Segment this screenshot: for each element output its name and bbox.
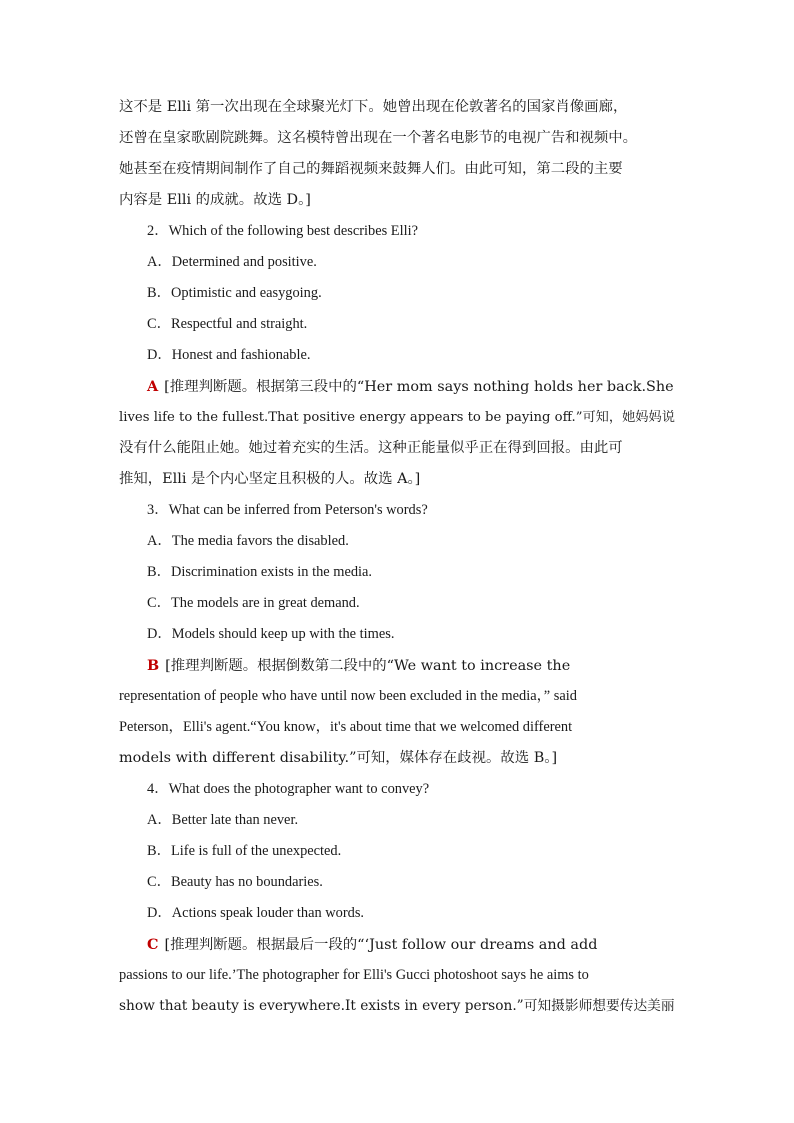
q3-explanation-line: representation of people who have until now been excluded in the media，” said [119, 688, 577, 704]
q4-option-c: C．Beauty has no boundaries. [147, 874, 323, 890]
q2-option-a: A．Determined and positive. [147, 254, 317, 270]
q3-option-b: B．Discrimination exists in the media. [147, 564, 373, 580]
text-line: 她甚至在疫情期间制作了自己的舞蹈视频来鼓舞人们。由此可知，第二段的主要 [119, 161, 623, 177]
q2-answer: A [147, 378, 159, 395]
q2-option-c: C．Respectful and straight. [147, 316, 308, 332]
q3-explanation-line [119, 650, 675, 681]
q2-option-b: B．Optimistic and easygoing. [147, 285, 322, 301]
q4-explanation-line: show that beauty is everywhere.It exists in every person.”可知摄影师想要传达美丽 [119, 998, 675, 1014]
text-line: 这不是 Elli 第一次出现在全球聚光灯下。她曾出现在伦敦著名的国家肖像画廊， [119, 99, 628, 115]
q3-explanation-text: [推理判断题。根据倒数第二段中的“We want to increase the [165, 658, 571, 674]
q3-option-c: C．The models are in great demand. [147, 595, 360, 611]
q4-explanation-line: passions to our life.’The photographer for Elli's Gucci photoshoot says he aims to [119, 967, 589, 983]
question-2: 2．Which of the following best describes Elli? [147, 223, 418, 239]
q4-option-b: B．Life is full of the unexpected. [147, 843, 342, 859]
text-line: 内容是 Elli 的成就。故选 D。] [119, 192, 311, 208]
q4-answer: C [147, 936, 159, 953]
q2-explanation-text: [推理判断题。根据第三段中的“Her mom says nothing holds her back.She [164, 379, 674, 395]
document-page [119, 92, 675, 1022]
q2-explanation-line: 推知，Elli 是个内心坚定且积极的人。故选 A。] [119, 471, 421, 487]
q2-explanation-line: 没有什么能阻止她。她过着充实的生活。这种正能量似乎正在得到回报。由此可 [119, 440, 623, 456]
question-3: 3．What can be inferred from Peterson's words? [147, 502, 428, 518]
q4-explanation-text: [推理判断题。根据最后一段的“‘Just follow our dreams and add [164, 937, 598, 953]
q2-explanation-line: lives life to the fullest.That positive energy appears to be paying off.”可知，她妈妈说 [119, 410, 675, 425]
q3-option-a: A．The media favors the disabled. [147, 533, 349, 549]
q4-option-d: D．Actions speak louder than words. [147, 905, 365, 921]
q3-explanation-line: models with different disability.”可知，媒体存在歧视。故选 B。] [119, 750, 558, 766]
q4-explanation-line [119, 929, 675, 960]
q2-explanation-line [119, 371, 675, 402]
q2-option-d: D．Honest and fashionable. [147, 347, 311, 363]
q3-answer: B [147, 657, 160, 674]
q4-option-a: A．Better late than never. [147, 812, 299, 828]
question-4: 4．What does the photographer want to convey? [147, 781, 430, 797]
q3-option-d: D．Models should keep up with the times. [147, 626, 395, 642]
text-line: 还曾在皇家歌剧院跳舞。这名模特曾出现在一个著名电影节的电视广告和视频中。 [119, 130, 638, 146]
q3-explanation-line: Peterson，Elli's agent.“You know，it's about time that we welcomed different [119, 719, 573, 735]
